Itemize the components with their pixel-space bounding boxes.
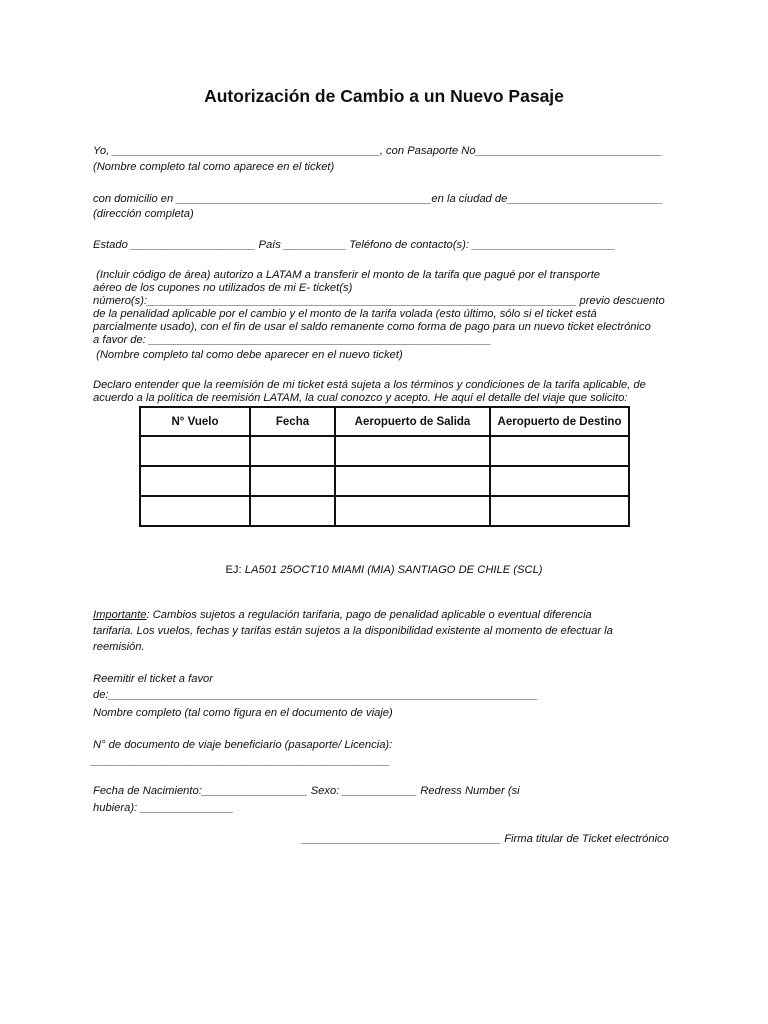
address-city-line[interactable]: con domicilio en _________________________________________en la ciudad de_________________________ [93,193,663,205]
date-cell[interactable] [250,466,335,496]
departure-cell[interactable] [335,496,490,526]
column-header-arrival-airport: Aeropuerto de Destino [490,407,629,436]
page-title: Autorización de Cambio a un Nuevo Pasaje [204,86,564,106]
arrival-cell[interactable] [490,496,629,526]
important-text: : Cambios sujetos a regulación tarifaria, pago de penalidad aplicable o eventual diferencia [146,609,592,621]
flight-cell[interactable] [140,496,250,526]
authorization-paragraph-line: parcialmente usado), con el fin de usar el saldo remanente como forma de pago para un nuevo ticket electrónico [93,321,651,333]
flight-cell[interactable] [140,436,250,466]
authorization-paragraph-line: aéreo de los cupones no utilizados de mi E- ticket(s) [93,282,353,294]
table-row [140,466,629,496]
trip-details-table [139,406,630,527]
authorization-paragraph-line: de la penalidad aplicable por el cambio y el monto de la tarifa volada (esto último, sólo si el ticket está [93,308,597,320]
signature-line[interactable]: ________________________________ Firma titular de Ticket electrónico [302,833,669,845]
redress-line[interactable]: hubiera): _______________ [93,802,234,814]
name-hint: (Nombre completo tal como aparece en el ticket) [93,161,335,173]
example-line [0,564,768,577]
birth-sex-redress-line[interactable]: Fecha de Nacimiento:_________________ Sexo: ____________ Redress Number (si [93,785,520,797]
date-cell[interactable] [250,496,335,526]
reissue-name-line[interactable]: de:_____________________________________________________________________ [93,689,538,701]
declaration-line: acuerdo a la política de reemisión LATAM, la cual conozco y acepto. He aquí el detalle del viaje que solicito: [93,392,628,404]
table-header-row [140,407,629,436]
arrival-cell[interactable] [490,436,629,466]
arrival-cell[interactable] [490,466,629,496]
column-header-departure-airport: Aeropuerto de Salida [335,407,490,436]
ticket-numbers-line[interactable]: número(s):_____________________________________________________________________ previo descuento [93,295,665,307]
name-passport-line[interactable]: Yo, ___________________________________________, con Pasaporte No______________________________ [93,145,663,157]
important-line: reemisión. [93,641,145,653]
departure-cell[interactable] [335,466,490,496]
document-number-label: N° de documento de viaje beneficiario (pasaporte/ Licencia): [93,739,393,751]
example-text: LA501 25OCT10 MIAMI (MIA) SANTIAGO DE CHILE (SCL) [244,564,543,576]
flight-cell[interactable] [140,466,250,496]
departure-cell[interactable] [335,436,490,466]
date-cell[interactable] [250,436,335,466]
column-header-date: Fecha [250,407,335,436]
column-header-flight: N° Vuelo [140,407,250,436]
address-hint: (dirección completa) [93,208,194,220]
state-country-phone-line[interactable]: Estado ____________________ País __________ Teléfono de contacto(s): _______________________ [93,239,616,251]
important-line [93,609,592,622]
table-row [140,436,629,466]
important-label: Importante [93,609,147,621]
reissue-label: Reemitir el ticket a favor [93,673,213,685]
new-ticket-name-hint: (Nombre completo tal como debe aparecer en el nuevo ticket) [93,349,403,361]
important-line: tarifaria. Los vuelos, fechas y tarifas están sujetos a la disponibilidad existente al momento de efectuar la [93,625,613,637]
in-favor-of-line[interactable]: a favor de: _______________________________________________________ [93,334,492,346]
table-row [140,496,629,526]
document-number-line[interactable]: ________________________________________________ [91,755,390,767]
authorization-paragraph-line: (Incluir código de área) autorizo a LATAM a transferir el monto de la tarifa que pagué por el transporte [93,269,601,281]
reissue-name-hint: Nombre completo (tal como figura en el documento de viaje) [93,707,393,719]
example-prefix: EJ: [225,564,245,576]
declaration-line: Declaro entender que la reemisión de mi ticket está sujeta a los términos y condiciones de la tarifa aplicable, de [93,379,646,391]
